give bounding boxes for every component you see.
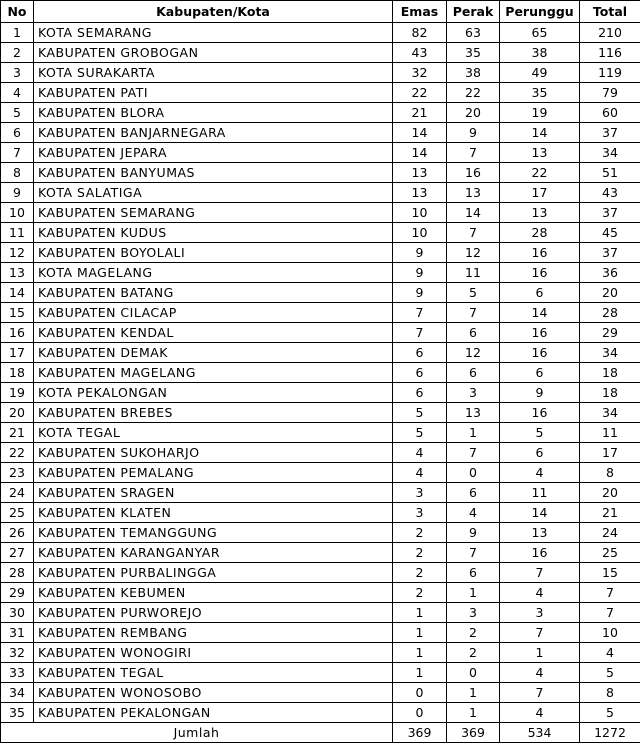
cell-perunggu: 13 (500, 143, 580, 163)
cell-perunggu: 7 (500, 623, 580, 643)
cell-perunggu: 11 (500, 483, 580, 503)
header-perak: Perak (447, 1, 500, 23)
cell-total: 51 (580, 163, 640, 183)
cell-total: 210 (580, 23, 640, 43)
cell-emas: 14 (393, 123, 447, 143)
table-row (1, 143, 640, 163)
table-row (1, 463, 640, 483)
cell-emas: 13 (393, 163, 447, 183)
table-row (1, 303, 640, 323)
cell-emas: 1 (393, 623, 447, 643)
cell-perak: 22 (447, 83, 500, 103)
cell-name: KOTA MAGELANG (34, 263, 393, 283)
cell-perak: 7 (447, 223, 500, 243)
cell-perak: 7 (447, 143, 500, 163)
cell-emas: 0 (393, 683, 447, 703)
cell-perunggu: 6 (500, 283, 580, 303)
cell-name: KABUPATEN KEBUMEN (34, 583, 393, 603)
cell-perak: 14 (447, 203, 500, 223)
header-name: Kabupaten/Kota (34, 1, 393, 23)
table-row (1, 163, 640, 183)
cell-no: 17 (1, 343, 34, 363)
cell-total: 37 (580, 243, 640, 263)
table-row (1, 103, 640, 123)
cell-perak: 16 (447, 163, 500, 183)
cell-perunggu: 19 (500, 103, 580, 123)
cell-no: 28 (1, 563, 34, 583)
cell-perunggu: 3 (500, 603, 580, 623)
cell-total: 10 (580, 623, 640, 643)
table-row (1, 443, 640, 463)
cell-perunggu: 13 (500, 203, 580, 223)
cell-emas: 3 (393, 503, 447, 523)
cell-perak: 7 (447, 303, 500, 323)
cell-no: 27 (1, 543, 34, 563)
cell-perak: 0 (447, 663, 500, 683)
cell-total: 45 (580, 223, 640, 243)
cell-perak: 13 (447, 183, 500, 203)
cell-no: 12 (1, 243, 34, 263)
cell-perak: 2 (447, 643, 500, 663)
cell-name: KABUPATEN KARANGANYAR (34, 543, 393, 563)
cell-emas: 43 (393, 43, 447, 63)
cell-perunggu: 16 (500, 263, 580, 283)
cell-perunggu: 7 (500, 683, 580, 703)
cell-no: 16 (1, 323, 34, 343)
cell-name: KABUPATEN TEGAL (34, 663, 393, 683)
cell-name: KABUPATEN JEPARA (34, 143, 393, 163)
cell-perunggu: 14 (500, 123, 580, 143)
table-row (1, 363, 640, 383)
cell-perak: 6 (447, 363, 500, 383)
cell-perunggu: 16 (500, 403, 580, 423)
cell-no: 15 (1, 303, 34, 323)
cell-emas: 21 (393, 103, 447, 123)
cell-perunggu: 14 (500, 503, 580, 523)
cell-no: 7 (1, 143, 34, 163)
cell-no: 23 (1, 463, 34, 483)
cell-no: 14 (1, 283, 34, 303)
cell-name: KABUPATEN PEKALONGAN (34, 703, 393, 723)
footer-total: 1272 (580, 723, 640, 743)
header-perunggu: Perunggu (500, 1, 580, 23)
cell-no: 8 (1, 163, 34, 183)
table-row (1, 203, 640, 223)
cell-total: 60 (580, 103, 640, 123)
cell-total: 4 (580, 643, 640, 663)
cell-perak: 1 (447, 583, 500, 603)
cell-perunggu: 1 (500, 643, 580, 663)
footer-perak: 369 (447, 723, 500, 743)
cell-name: KABUPATEN CILACAP (34, 303, 393, 323)
cell-name: KOTA SURAKARTA (34, 63, 393, 83)
cell-no: 20 (1, 403, 34, 423)
cell-no: 29 (1, 583, 34, 603)
cell-perak: 1 (447, 423, 500, 443)
cell-perak: 6 (447, 323, 500, 343)
cell-perunggu: 16 (500, 343, 580, 363)
cell-perak: 13 (447, 403, 500, 423)
cell-name: KABUPATEN BATANG (34, 283, 393, 303)
cell-perunggu: 4 (500, 663, 580, 683)
cell-total: 20 (580, 483, 640, 503)
cell-total: 8 (580, 683, 640, 703)
table-row (1, 343, 640, 363)
cell-emas: 3 (393, 483, 447, 503)
cell-perak: 3 (447, 383, 500, 403)
cell-perunggu: 22 (500, 163, 580, 183)
cell-name: KABUPATEN WONOSOBO (34, 683, 393, 703)
table-row (1, 603, 640, 623)
cell-total: 17 (580, 443, 640, 463)
cell-no: 25 (1, 503, 34, 523)
cell-total: 119 (580, 63, 640, 83)
cell-no: 30 (1, 603, 34, 623)
cell-perak: 12 (447, 343, 500, 363)
table-row (1, 503, 640, 523)
table-body (1, 23, 640, 723)
table-row (1, 683, 640, 703)
cell-perunggu: 6 (500, 443, 580, 463)
cell-emas: 13 (393, 183, 447, 203)
cell-total: 5 (580, 703, 640, 723)
footer-row (1, 723, 640, 743)
cell-name: KABUPATEN BANJARNEGARA (34, 123, 393, 143)
table-row (1, 183, 640, 203)
cell-perak: 63 (447, 23, 500, 43)
cell-no: 5 (1, 103, 34, 123)
cell-name: KOTA SALATIGA (34, 183, 393, 203)
cell-emas: 1 (393, 643, 447, 663)
cell-total: 37 (580, 123, 640, 143)
cell-perak: 12 (447, 243, 500, 263)
cell-no: 11 (1, 223, 34, 243)
cell-perunggu: 49 (500, 63, 580, 83)
cell-name: KABUPATEN MAGELANG (34, 363, 393, 383)
cell-emas: 2 (393, 563, 447, 583)
table-row (1, 543, 640, 563)
table-row (1, 623, 640, 643)
cell-name: KABUPATEN SRAGEN (34, 483, 393, 503)
cell-no: 10 (1, 203, 34, 223)
cell-perak: 2 (447, 623, 500, 643)
cell-total: 28 (580, 303, 640, 323)
cell-emas: 14 (393, 143, 447, 163)
cell-perak: 6 (447, 483, 500, 503)
cell-emas: 6 (393, 363, 447, 383)
cell-no: 35 (1, 703, 34, 723)
cell-emas: 10 (393, 203, 447, 223)
cell-total: 24 (580, 523, 640, 543)
table-row (1, 423, 640, 443)
cell-total: 36 (580, 263, 640, 283)
cell-perunggu: 65 (500, 23, 580, 43)
cell-total: 79 (580, 83, 640, 103)
cell-perak: 11 (447, 263, 500, 283)
cell-no: 21 (1, 423, 34, 443)
table-row (1, 43, 640, 63)
cell-emas: 82 (393, 23, 447, 43)
cell-total: 43 (580, 183, 640, 203)
cell-name: KOTA PEKALONGAN (34, 383, 393, 403)
cell-no: 22 (1, 443, 34, 463)
cell-name: KABUPATEN PURBALINGGA (34, 563, 393, 583)
table-row (1, 123, 640, 143)
cell-emas: 9 (393, 263, 447, 283)
cell-perunggu: 17 (500, 183, 580, 203)
table-row (1, 583, 640, 603)
cell-name: KABUPATEN TEMANGGUNG (34, 523, 393, 543)
footer-emas: 369 (393, 723, 447, 743)
header-emas: Emas (393, 1, 447, 23)
cell-perunggu: 16 (500, 323, 580, 343)
cell-emas: 0 (393, 703, 447, 723)
cell-no: 2 (1, 43, 34, 63)
table-row (1, 63, 640, 83)
cell-name: KABUPATEN BOYOLALI (34, 243, 393, 263)
table-row (1, 223, 640, 243)
cell-perunggu: 14 (500, 303, 580, 323)
cell-no: 13 (1, 263, 34, 283)
cell-emas: 9 (393, 283, 447, 303)
cell-perunggu: 4 (500, 463, 580, 483)
cell-name: KABUPATEN PEMALANG (34, 463, 393, 483)
cell-perunggu: 16 (500, 243, 580, 263)
cell-emas: 2 (393, 523, 447, 543)
cell-perunggu: 7 (500, 563, 580, 583)
cell-perak: 38 (447, 63, 500, 83)
cell-name: KABUPATEN KUDUS (34, 223, 393, 243)
cell-emas: 5 (393, 423, 447, 443)
table-row (1, 403, 640, 423)
cell-perak: 5 (447, 283, 500, 303)
cell-name: KABUPATEN WONOGIRI (34, 643, 393, 663)
cell-name: KABUPATEN PATI (34, 83, 393, 103)
cell-total: 8 (580, 463, 640, 483)
cell-perunggu: 16 (500, 543, 580, 563)
cell-total: 7 (580, 603, 640, 623)
cell-total: 20 (580, 283, 640, 303)
header-no: No (1, 1, 34, 23)
table-row (1, 663, 640, 683)
cell-emas: 1 (393, 663, 447, 683)
cell-emas: 1 (393, 603, 447, 623)
table-row (1, 23, 640, 43)
cell-total: 34 (580, 143, 640, 163)
cell-no: 34 (1, 683, 34, 703)
cell-total: 7 (580, 583, 640, 603)
cell-emas: 7 (393, 323, 447, 343)
cell-emas: 5 (393, 403, 447, 423)
cell-emas: 2 (393, 543, 447, 563)
cell-total: 21 (580, 503, 640, 523)
cell-name: KABUPATEN GROBOGAN (34, 43, 393, 63)
cell-perunggu: 13 (500, 523, 580, 543)
cell-total: 34 (580, 343, 640, 363)
table-row (1, 283, 640, 303)
cell-perak: 3 (447, 603, 500, 623)
cell-perunggu: 6 (500, 363, 580, 383)
cell-perunggu: 4 (500, 583, 580, 603)
cell-perak: 35 (447, 43, 500, 63)
cell-total: 18 (580, 383, 640, 403)
cell-perunggu: 9 (500, 383, 580, 403)
cell-name: KABUPATEN PURWOREJO (34, 603, 393, 623)
cell-perak: 20 (447, 103, 500, 123)
cell-emas: 22 (393, 83, 447, 103)
footer-label: Jumlah (1, 723, 393, 743)
cell-name: KABUPATEN BANYUMAS (34, 163, 393, 183)
cell-no: 4 (1, 83, 34, 103)
table-row (1, 243, 640, 263)
cell-no: 26 (1, 523, 34, 543)
cell-perak: 4 (447, 503, 500, 523)
cell-total: 11 (580, 423, 640, 443)
cell-name: KABUPATEN BLORA (34, 103, 393, 123)
cell-perak: 9 (447, 123, 500, 143)
cell-no: 19 (1, 383, 34, 403)
cell-no: 1 (1, 23, 34, 43)
table-row (1, 263, 640, 283)
cell-no: 6 (1, 123, 34, 143)
cell-total: 5 (580, 663, 640, 683)
cell-perak: 9 (447, 523, 500, 543)
cell-name: KABUPATEN REMBANG (34, 623, 393, 643)
cell-perunggu: 4 (500, 703, 580, 723)
cell-perak: 0 (447, 463, 500, 483)
cell-emas: 10 (393, 223, 447, 243)
cell-perunggu: 5 (500, 423, 580, 443)
footer-perunggu: 534 (500, 723, 580, 743)
table-row (1, 483, 640, 503)
cell-no: 33 (1, 663, 34, 683)
cell-name: KOTA TEGAL (34, 423, 393, 443)
cell-total: 29 (580, 323, 640, 343)
cell-no: 32 (1, 643, 34, 663)
cell-total: 116 (580, 43, 640, 63)
cell-perunggu: 28 (500, 223, 580, 243)
cell-emas: 9 (393, 243, 447, 263)
cell-perak: 1 (447, 683, 500, 703)
cell-perak: 7 (447, 543, 500, 563)
cell-name: KABUPATEN BREBES (34, 403, 393, 423)
table-row (1, 563, 640, 583)
table-row (1, 83, 640, 103)
cell-no: 31 (1, 623, 34, 643)
cell-name: KABUPATEN DEMAK (34, 343, 393, 363)
table-row (1, 703, 640, 723)
cell-emas: 7 (393, 303, 447, 323)
cell-total: 18 (580, 363, 640, 383)
table-row (1, 643, 640, 663)
cell-perak: 6 (447, 563, 500, 583)
cell-no: 3 (1, 63, 34, 83)
cell-emas: 6 (393, 343, 447, 363)
cell-total: 34 (580, 403, 640, 423)
cell-name: KABUPATEN SUKOHARJO (34, 443, 393, 463)
cell-name: KABUPATEN KENDAL (34, 323, 393, 343)
cell-total: 25 (580, 543, 640, 563)
cell-emas: 2 (393, 583, 447, 603)
cell-name: KABUPATEN KLATEN (34, 503, 393, 523)
cell-perak: 1 (447, 703, 500, 723)
cell-no: 18 (1, 363, 34, 383)
cell-perak: 7 (447, 443, 500, 463)
cell-total: 37 (580, 203, 640, 223)
table-row (1, 323, 640, 343)
cell-emas: 32 (393, 63, 447, 83)
cell-name: KOTA SEMARANG (34, 23, 393, 43)
cell-emas: 4 (393, 443, 447, 463)
table-row (1, 383, 640, 403)
cell-total: 15 (580, 563, 640, 583)
header-row (1, 1, 640, 23)
cell-perunggu: 38 (500, 43, 580, 63)
header-total: Total (580, 1, 640, 23)
cell-emas: 4 (393, 463, 447, 483)
cell-emas: 6 (393, 383, 447, 403)
cell-name: KABUPATEN SEMARANG (34, 203, 393, 223)
cell-no: 9 (1, 183, 34, 203)
table-row (1, 523, 640, 543)
cell-perunggu: 35 (500, 83, 580, 103)
cell-no: 24 (1, 483, 34, 503)
